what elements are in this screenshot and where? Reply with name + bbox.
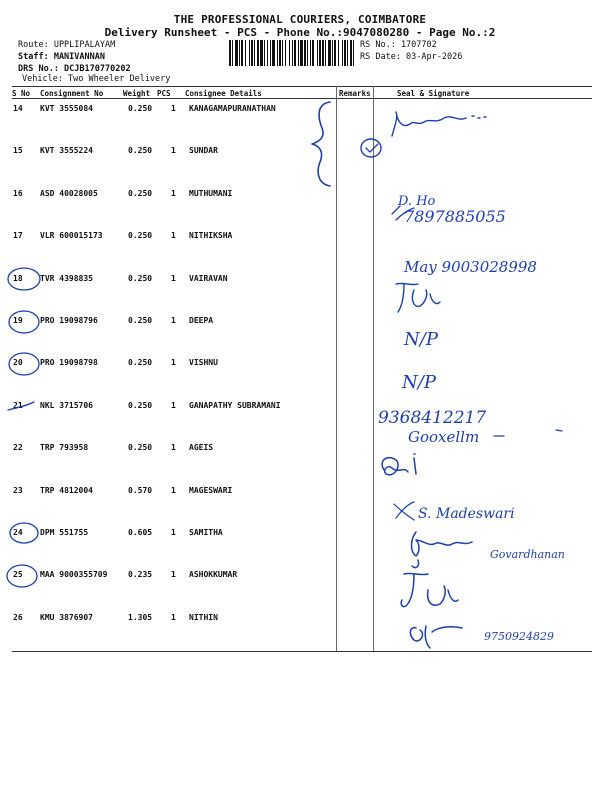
row-consignee: NITHIN — [189, 612, 218, 622]
signature-row22 — [382, 454, 416, 475]
row-sno: 26 — [13, 612, 23, 622]
row-consignee: VAIRAVAN — [189, 273, 228, 283]
sno-circle-18 — [8, 268, 40, 290]
row-consignee: SAMITHA — [189, 528, 223, 537]
row-pcs: 1 — [171, 485, 176, 495]
row-pcs: 1 — [171, 528, 176, 537]
row-pcs: 1 — [171, 273, 176, 283]
row-consignee: VISHNU — [189, 358, 218, 368]
col-header-remarks: Remarks — [339, 89, 371, 98]
row-weight: 0.250 — [128, 400, 153, 410]
col-header-consignee: Consignee Details — [185, 89, 262, 98]
signature-row26 — [410, 626, 462, 648]
staff-label: Staff: MANIVANNAN — [18, 52, 105, 62]
row-pcs: 1 — [171, 400, 176, 410]
row-sno: 18 — [13, 273, 23, 283]
signature-row23: S. Madeswari — [418, 506, 515, 522]
row-consignment: KVT 3555084 — [40, 104, 93, 113]
signature-row24-name: Govardhanan — [490, 548, 565, 561]
col-header-consignment: Consignment No — [40, 89, 104, 98]
vehicle-label: Vehicle: Two Wheeler Delivery — [22, 74, 171, 84]
col-header-weight: Weight — [123, 89, 151, 98]
signature-row18 — [396, 283, 440, 312]
row-sno: 22 — [13, 443, 23, 453]
signature-row23-mark — [394, 502, 414, 520]
row-consignment: TRP 4812004 — [40, 485, 93, 495]
row-pcs: 1 — [171, 570, 176, 580]
row-pcs: 1 — [171, 443, 176, 453]
row-weight: 0.250 — [128, 273, 153, 283]
row-pcs: 1 — [171, 612, 176, 622]
signature-row16-phone: 7897885055 — [404, 207, 506, 226]
row-consignee: AGEIS — [189, 443, 214, 453]
row-weight: 0.250 — [128, 146, 153, 156]
row-consignee: ASHOKKUMAR — [189, 570, 238, 580]
row-consignee: GANAPATHY SUBRAMANI — [189, 400, 281, 410]
signature-row26-phone: 9750924829 — [484, 630, 554, 643]
row-consignee: DEEPA — [189, 316, 214, 325]
row-weight: 0.570 — [128, 485, 153, 495]
row-consignee: KANAGAMAPURANATHAN — [189, 104, 276, 113]
row-consignment: MAA 9000355709 — [40, 570, 108, 580]
row-sno: 24 — [13, 528, 23, 537]
signature-row21-name: Gooxellm — [408, 428, 480, 446]
signature-row17: May 9003028998 — [404, 258, 537, 276]
drs-number: DRS No.: DCJB170770202 — [18, 64, 131, 74]
row-weight: 0.250 — [128, 316, 153, 325]
row-consignee: SUNDAR — [189, 146, 218, 156]
signature-row19: N/P — [404, 329, 438, 350]
rs-date: RS Date: 03-Apr-2026 — [360, 52, 463, 62]
signature-row16-name: D. Ho — [398, 194, 436, 209]
row-weight: 0.250 — [128, 104, 153, 113]
signature-row14 — [392, 112, 486, 136]
row-sno: 21 — [13, 400, 23, 410]
rs-number: RS No.: 1707702 — [360, 40, 437, 50]
signature-row21-tail — [494, 430, 562, 436]
row-consignment: NKL 3715706 — [40, 400, 93, 410]
row-consignment: TVR 4398835 — [40, 273, 93, 283]
row-pcs: 1 — [171, 358, 176, 368]
row-sno: 17 — [13, 231, 23, 241]
row-weight: 0.250 — [128, 231, 153, 241]
company-title: THE PROFESSIONAL COURIERS, COIMBATORE — [173, 13, 427, 26]
row-consignment: ASD 40028005 — [40, 188, 98, 198]
row-pcs: 1 — [171, 188, 176, 198]
row-consignee: NITHIKSHA — [189, 231, 233, 241]
row-consignment: KVT 3555224 — [40, 146, 93, 156]
route-label: Route: UPPLIPALAYAM — [18, 40, 116, 50]
row-pcs: 1 — [171, 104, 176, 113]
row-consignee: MUTHUMANI — [189, 188, 233, 198]
sno-circle-24 — [10, 523, 38, 543]
row-pcs: 1 — [171, 316, 176, 325]
sno-tick-21 — [8, 402, 34, 410]
row-consignment: KMU 3876907 — [40, 612, 93, 622]
row-pcs: 1 — [171, 146, 176, 156]
row-consignment: DPM 551755 — [40, 528, 89, 537]
col-header-seal: Seal & Signature — [397, 89, 470, 98]
row-consignment: PRO 19098796 — [40, 316, 98, 325]
row-sno: 20 — [13, 358, 23, 368]
row-weight: 0.250 — [128, 358, 153, 368]
stamp-check-mark — [366, 144, 378, 152]
signature-row21-phone: 9368412217 — [378, 408, 487, 428]
signature-row20: N/P — [402, 372, 436, 393]
row-pcs: 1 — [171, 231, 176, 241]
row-sno: 19 — [13, 316, 23, 325]
row-consignment: TRP 793958 — [40, 443, 89, 453]
signature-row25 — [401, 573, 458, 606]
row-sno: 15 — [13, 146, 23, 156]
row-consignee: MAGESWARI — [189, 485, 233, 495]
sno-circle-19 — [9, 311, 39, 333]
col-header-sno: S No — [12, 89, 31, 98]
row-sno: 14 — [13, 104, 23, 113]
row-weight: 0.250 — [128, 443, 153, 453]
row-weight: 1.305 — [128, 612, 153, 622]
sno-circle-25 — [7, 565, 37, 587]
col-header-pcs: PCS — [157, 89, 171, 98]
sno-circle-20 — [9, 353, 39, 375]
row-sno: 16 — [13, 188, 23, 198]
runsheet-subtitle: Delivery Runsheet - PCS - Phone No.:9047080280 - Page No.:2 — [104, 26, 496, 39]
row-sno: 23 — [13, 485, 23, 495]
row-weight: 0.235 — [128, 570, 153, 580]
signature-row24 — [412, 532, 473, 568]
row-sno: 25 — [13, 570, 23, 580]
row-weight: 0.250 — [128, 188, 153, 198]
row-consignment: PRO 19098798 — [40, 358, 98, 368]
row-consignment: VLR 600015173 — [40, 231, 103, 241]
brace-mark — [312, 102, 330, 186]
row-weight: 0.605 — [128, 528, 153, 537]
stamp-circle-mark — [361, 139, 381, 157]
